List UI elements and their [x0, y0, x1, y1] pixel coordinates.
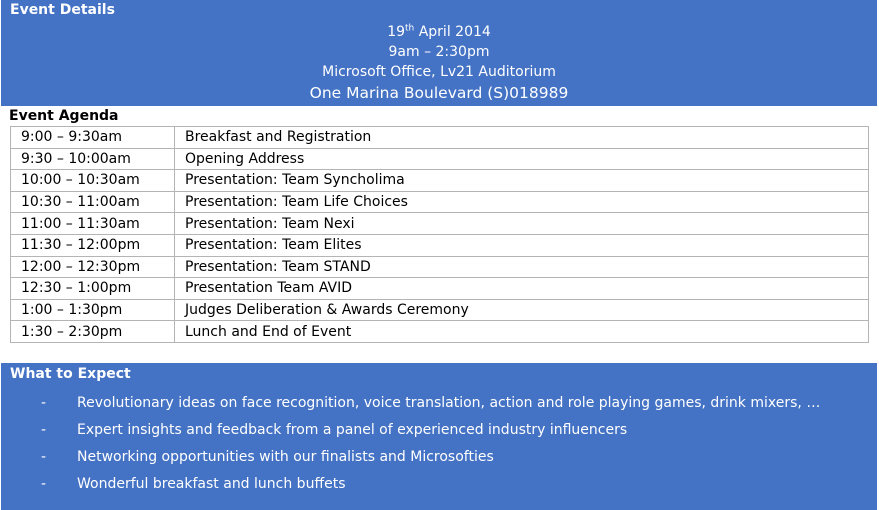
what-to-expect-panel: [1, 363, 877, 510]
agenda-table: [10, 126, 869, 343]
agenda-item-cell: Presentation Team AVID: [175, 278, 869, 300]
agenda-item-cell: Breakfast and Registration: [175, 127, 869, 149]
agenda-item-cell: Opening Address: [175, 148, 869, 170]
agenda-time-cell: 1:00 – 1:30pm: [11, 299, 175, 321]
agenda-time-cell: 11:00 – 11:30am: [11, 213, 175, 235]
list-item: [1, 417, 877, 444]
event-date: [1, 22, 877, 42]
table-row: [11, 299, 869, 321]
dash-bullet-icon: -: [41, 449, 47, 465]
dash-bullet-icon: -: [41, 476, 47, 492]
list-item-text: Revolutionary ideas on face recognition, voice translation, action and role playing games, drink mixers, …: [77, 395, 821, 411]
agenda-time-cell: 11:30 – 12:00pm: [11, 234, 175, 256]
dash-bullet-icon: -: [41, 422, 47, 438]
table-row: [11, 170, 869, 192]
list-item-text: Wonderful breakfast and lunch buffets: [77, 476, 346, 492]
list-item-text: Expert insights and feedback from a panel of experienced industry influencers: [77, 422, 628, 438]
table-row: [11, 127, 869, 149]
agenda-item-cell: Presentation: Team Elites: [175, 234, 869, 256]
dash-bullet-icon: -: [41, 395, 47, 411]
event-address: One Marina Boulevard (S)018989: [309, 84, 569, 102]
table-row: [11, 191, 869, 213]
event-venue: Microsoft Office, Lv21 Auditorium: [322, 64, 556, 80]
table-row: [11, 213, 869, 235]
event-date-month-year: April 2014: [414, 24, 491, 40]
list-item: [1, 390, 877, 417]
table-row: [11, 278, 869, 300]
agenda-time-cell: 12:30 – 1:00pm: [11, 278, 175, 300]
agenda-item-cell: Presentation: Team Life Choices: [175, 191, 869, 213]
event-details-info: [1, 22, 877, 104]
agenda-item-cell: Lunch and End of Event: [175, 321, 869, 343]
event-date-day: 19: [387, 24, 406, 40]
event-date-suffix: th: [405, 23, 415, 34]
agenda-time-cell: 9:30 – 10:00am: [11, 148, 175, 170]
agenda-time-cell: 12:00 – 12:30pm: [11, 256, 175, 278]
agenda-item-cell: Presentation: Team Syncholima: [175, 170, 869, 192]
event-agenda-heading: Event Agenda: [9, 108, 119, 124]
table-row: [11, 256, 869, 278]
event-details-heading: Event Details: [10, 2, 115, 18]
table-row: [11, 234, 869, 256]
table-row: [11, 148, 869, 170]
agenda-item-cell: Judges Deliberation & Awards Ceremony: [175, 299, 869, 321]
list-item: [1, 471, 877, 498]
agenda-table-body: [11, 127, 869, 343]
what-to-expect-heading: What to Expect: [10, 366, 131, 382]
what-to-expect-list: [1, 390, 877, 498]
agenda-time-cell: 9:00 – 9:30am: [11, 127, 175, 149]
list-item-text: Networking opportunities with our finalists and Microsofties: [77, 449, 494, 465]
agenda-time-cell: 10:00 – 10:30am: [11, 170, 175, 192]
list-item: [1, 444, 877, 471]
agenda-item-cell: Presentation: Team STAND: [175, 256, 869, 278]
agenda-time-cell: 1:30 – 2:30pm: [11, 321, 175, 343]
table-row: [11, 321, 869, 343]
agenda-time-cell: 10:30 – 11:00am: [11, 191, 175, 213]
agenda-item-cell: Presentation: Team Nexi: [175, 213, 869, 235]
event-details-panel: [1, 0, 877, 106]
event-time: 9am – 2:30pm: [388, 44, 490, 60]
